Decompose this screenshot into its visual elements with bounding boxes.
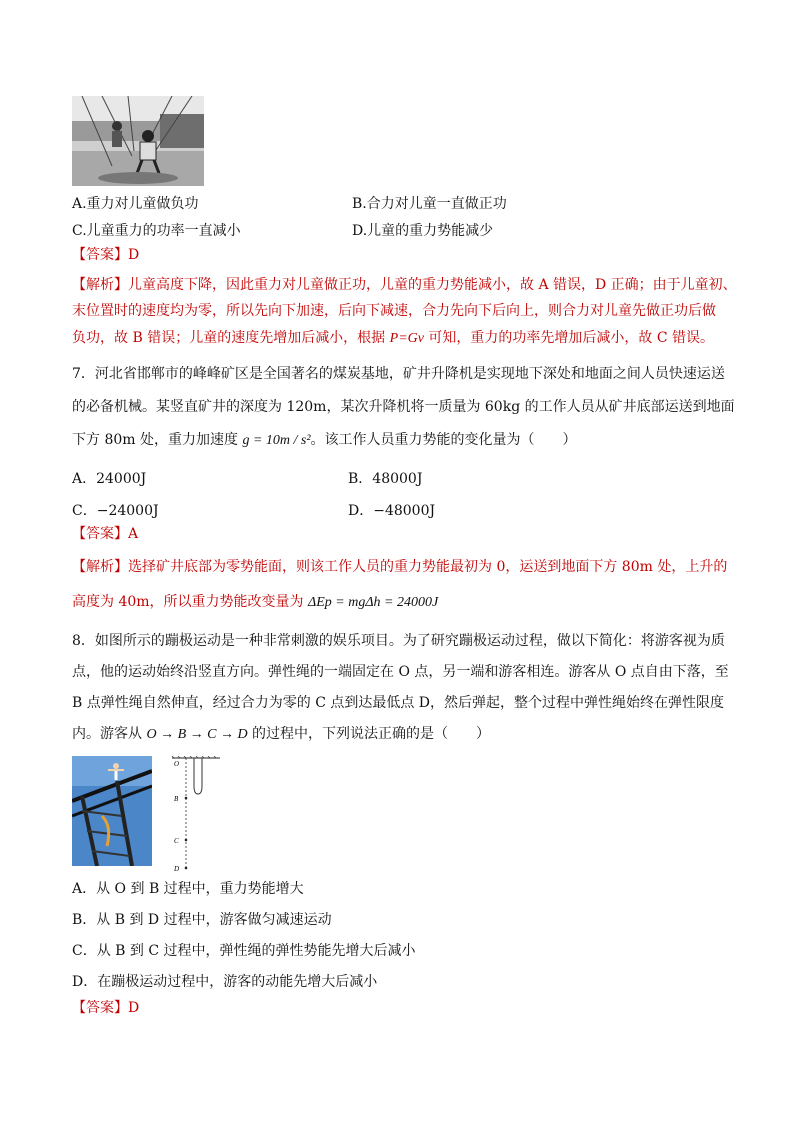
- diagram-label-c: C: [174, 837, 179, 845]
- q7-analysis-text-1: 选择矿井底部为零势能面，则该工作人员的重力势能最初为 0，运送到地面下方 80m 处，上升的: [128, 559, 728, 575]
- q6-answer-label: 【答案】: [72, 247, 128, 263]
- q8-option-a: A．从 O 到 B 过程中，重力势能增大: [72, 881, 304, 897]
- q8-option-b: B．从 B 到 D 过程中，游客做匀减速运动: [72, 912, 332, 928]
- q7-option-d: D．−48000J: [348, 503, 436, 519]
- q8-option-d: D．在蹦极运动过程中，游客的动能先增大后减小: [72, 974, 378, 990]
- q8-answer-value: D: [128, 1000, 140, 1016]
- q8-stem-line-1: 8．如图所示的蹦极运动是一种非常刺激的娱乐项目。为了研究蹦极运动过程，做以下简化：将游客视为质: [72, 633, 725, 649]
- q7-analysis-formula: ΔEp = mgΔh = 24000J: [308, 595, 439, 610]
- q8-stem-line-2: 点，他的运动始终沿竖直方向。弹性绳的一端固定在 O 点，另一端和游客相连。游客从 O 点自由下落，至: [72, 664, 729, 680]
- q7-answer-label: 【答案】: [72, 526, 128, 542]
- q7-option-a: A．24000J: [72, 471, 147, 487]
- q7-stem-line-1: 7．河北省邯郸市的峰峰矿区是全国著名的煤炭基地，矿井升降机是实现地下深处和地面之间人员快速运送: [72, 366, 725, 382]
- diagram-label-d: D: [174, 865, 180, 873]
- q6-option-b: B.合力对儿童一直做正功: [352, 196, 507, 212]
- q6-answer-value: D: [128, 247, 140, 263]
- q7-stem-line-3: [72, 430, 577, 451]
- q6-analysis-line-3: [72, 328, 714, 349]
- q6-analysis-line-2: 末位置时的速度均为零，所以先向下加速，后向下减速，合力先向下后向上，则合力对儿童先做正功后做: [72, 303, 716, 319]
- q6-analysis-label: 【解析】: [72, 277, 128, 293]
- diagram-label-o: O: [174, 760, 180, 768]
- q8-stem-line-4: [72, 724, 490, 745]
- q7-analysis-line-2: [72, 592, 438, 613]
- q6-option-d: D.儿童的重力势能减少: [352, 223, 494, 239]
- q7-answer: [72, 524, 138, 544]
- q8-stem-formula: O → B → C → D: [146, 727, 248, 742]
- q7-answer-value: A: [128, 526, 139, 542]
- q7-stem-formula: g = 10m / s²: [242, 433, 311, 448]
- diagram-label-b: B: [174, 795, 179, 803]
- q6-answer: [72, 245, 139, 265]
- q6-analysis-text-1: 儿童高度下降，因此重力对儿童做正功，儿童的重力势能减小，故 A 错误，D 正确；由于儿童初、: [128, 277, 737, 293]
- trampoline-photo: [72, 96, 204, 186]
- q7-analysis-label: 【解析】: [72, 559, 128, 575]
- q8-stem-text-4b: 的过程中，下列说法正确的是（ ）: [247, 726, 491, 742]
- q6-analysis-text-3a: 负功，故 B 错误；儿童的速度先增加后减小，根据: [72, 330, 390, 346]
- q6-option-a: A.重力对儿童做负功: [72, 196, 199, 212]
- q8-stem-line-3: B 点弹性绳自然伸直，经过合力为零的 C 点到达最低点 D，然后弹起，整个过程中弹性绳始终在弹性限度: [72, 695, 725, 711]
- q6-analysis-formula: P=Gv: [389, 331, 424, 346]
- q7-stem-text-3a: 下方 80m 处，重力加速度: [72, 432, 243, 448]
- q6-option-c: C.儿童重力的功率一直减小: [72, 223, 241, 239]
- q6-analysis-line-1: [72, 275, 737, 295]
- q7-stem-text-3b: 。该工作人员重力势能的变化量为（ ）: [310, 432, 577, 448]
- q8-option-c: C．从 B 到 C 过程中，弹性绳的弹性势能先增大后减小: [72, 943, 416, 959]
- q7-option-c: C．−24000J: [72, 503, 159, 519]
- q7-analysis-text-2: 高度为 40m，所以重力势能改变量为: [72, 594, 308, 610]
- bungee-schematic: [164, 756, 224, 874]
- q6-analysis-text-3b: 可知，重力的功率先增加后减小，故 C 错误。: [423, 330, 715, 346]
- q8-stem-text-4a: 内。游客从: [72, 726, 147, 742]
- q7-analysis-line-1: [72, 557, 727, 577]
- bungee-photo: [72, 756, 152, 866]
- q7-stem-line-2: 的必备机械。某竖直矿井的深度为 120m，某次升降机将一质量为 60kg 的工作人员从矿井底部运送到地面: [72, 399, 735, 415]
- q8-answer-label: 【答案】: [72, 1000, 128, 1016]
- q8-answer: [72, 998, 139, 1018]
- q7-option-b: B．48000J: [348, 471, 423, 487]
